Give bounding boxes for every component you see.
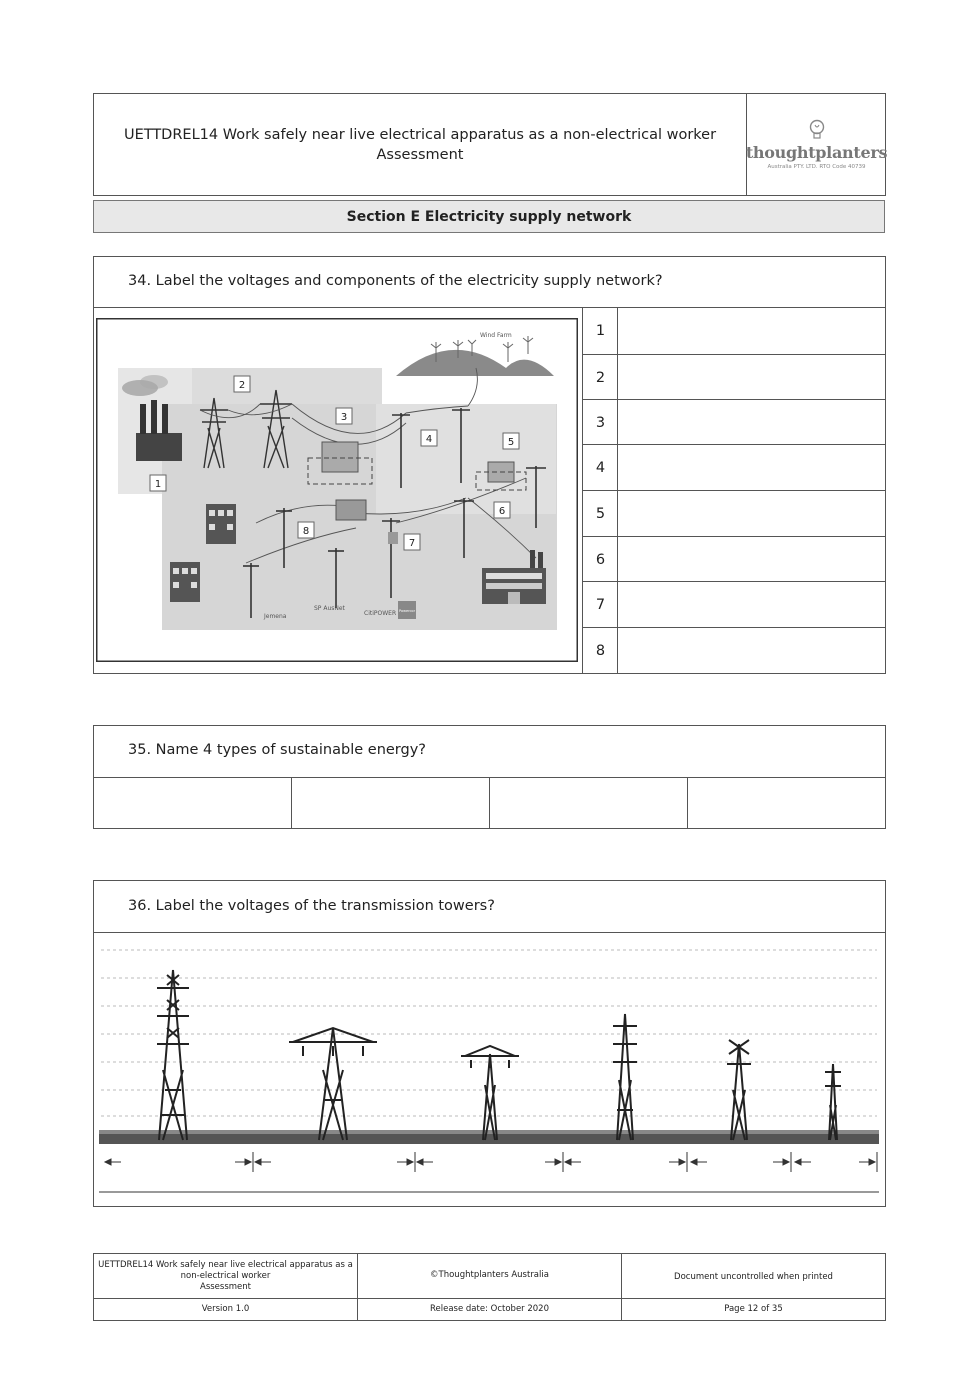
row-number: 2 — [595, 369, 606, 386]
logo-powercor: Powercor — [399, 609, 416, 613]
callout-5: 5 — [507, 437, 515, 448]
section-title: Section E Electricity supply network — [93, 200, 885, 233]
callout-2: 2 — [238, 380, 246, 391]
callout-7: 7 — [408, 538, 416, 549]
row-number: 6 — [595, 551, 606, 568]
footer-copyright: ©Thoughtplanters Australia — [430, 1269, 549, 1280]
callout-4: 4 — [425, 434, 433, 445]
footer-page-number: Page 12 of 35 — [724, 1304, 783, 1314]
callout-1: 1 — [154, 479, 162, 490]
header-title — [94, 94, 746, 195]
row-number: 8 — [595, 642, 606, 659]
header-title-line2: Assessment — [376, 146, 464, 163]
footer-version: Version 1.0 — [201, 1304, 250, 1314]
sustainable-energy-field-1[interactable] — [94, 778, 290, 828]
footer-unit-line3: Assessment — [200, 1281, 251, 1292]
row-number: 5 — [595, 505, 606, 522]
callout-8: 8 — [302, 526, 310, 537]
logo-name: thoughtplanters — [745, 143, 888, 162]
row-number: 4 — [595, 460, 606, 476]
tower-icons — [157, 970, 841, 1140]
sustainable-energy-field-2[interactable] — [292, 778, 488, 828]
company-logo — [746, 94, 886, 195]
divider — [93, 932, 886, 933]
answer-field-3[interactable] — [618, 400, 885, 444]
electricity-network-illustration — [96, 318, 578, 662]
lightbulb-icon — [807, 119, 827, 141]
wind-farm-label: Wind Farm — [480, 332, 512, 339]
footer-release-date: Release date: October 2020 — [430, 1304, 549, 1314]
logo-subtitle: Australia PTY. LTD. RTO Code 40739 — [767, 164, 866, 170]
logo-citipower: CitiPOWER — [364, 610, 397, 617]
footer-unit-line2: non-electrical worker — [180, 1270, 271, 1281]
answer-field-5[interactable] — [618, 491, 885, 536]
logo-jemena: Jemena — [264, 613, 287, 620]
answer-field-4[interactable] — [618, 445, 885, 490]
footer-uncontrolled: Document uncontrolled when printed — [674, 1271, 833, 1282]
transmission-towers-illustration — [97, 940, 881, 1194]
callout-6: 6 — [498, 506, 506, 517]
answer-field-6[interactable] — [618, 537, 885, 581]
sustainable-energy-field-3[interactable] — [490, 778, 686, 828]
height-guide-lines — [101, 950, 877, 1116]
answer-field-8[interactable] — [618, 628, 885, 673]
question-34-text: 34. Label the voltages and components of the electricity supply network? — [128, 273, 663, 289]
callout-3: 3 — [340, 412, 348, 423]
footer-unit-line1: UETTDREL14 Work safely near live electrical apparatus as a — [98, 1259, 353, 1270]
logo-spausnet: SP AusNet — [314, 605, 345, 612]
question-35-text: 35. Name 4 types of sustainable energy? — [128, 742, 426, 758]
row-number: 7 — [595, 596, 606, 613]
header-title-line1: UETTDREL14 Work safely near live electrical apparatus as a non-electrical worker — [123, 126, 717, 143]
sustainable-energy-field-4[interactable] — [688, 778, 884, 828]
row-number: 1 — [595, 323, 606, 339]
answer-field-1[interactable] — [618, 308, 885, 354]
span-arrows — [105, 1152, 877, 1172]
footer-unit-title — [94, 1254, 357, 1298]
question-36-text: 36. Label the voltages of the transmission towers? — [128, 898, 495, 914]
answer-field-2[interactable] — [618, 355, 885, 399]
row-number: 3 — [595, 414, 606, 431]
answer-field-7[interactable] — [618, 582, 885, 627]
